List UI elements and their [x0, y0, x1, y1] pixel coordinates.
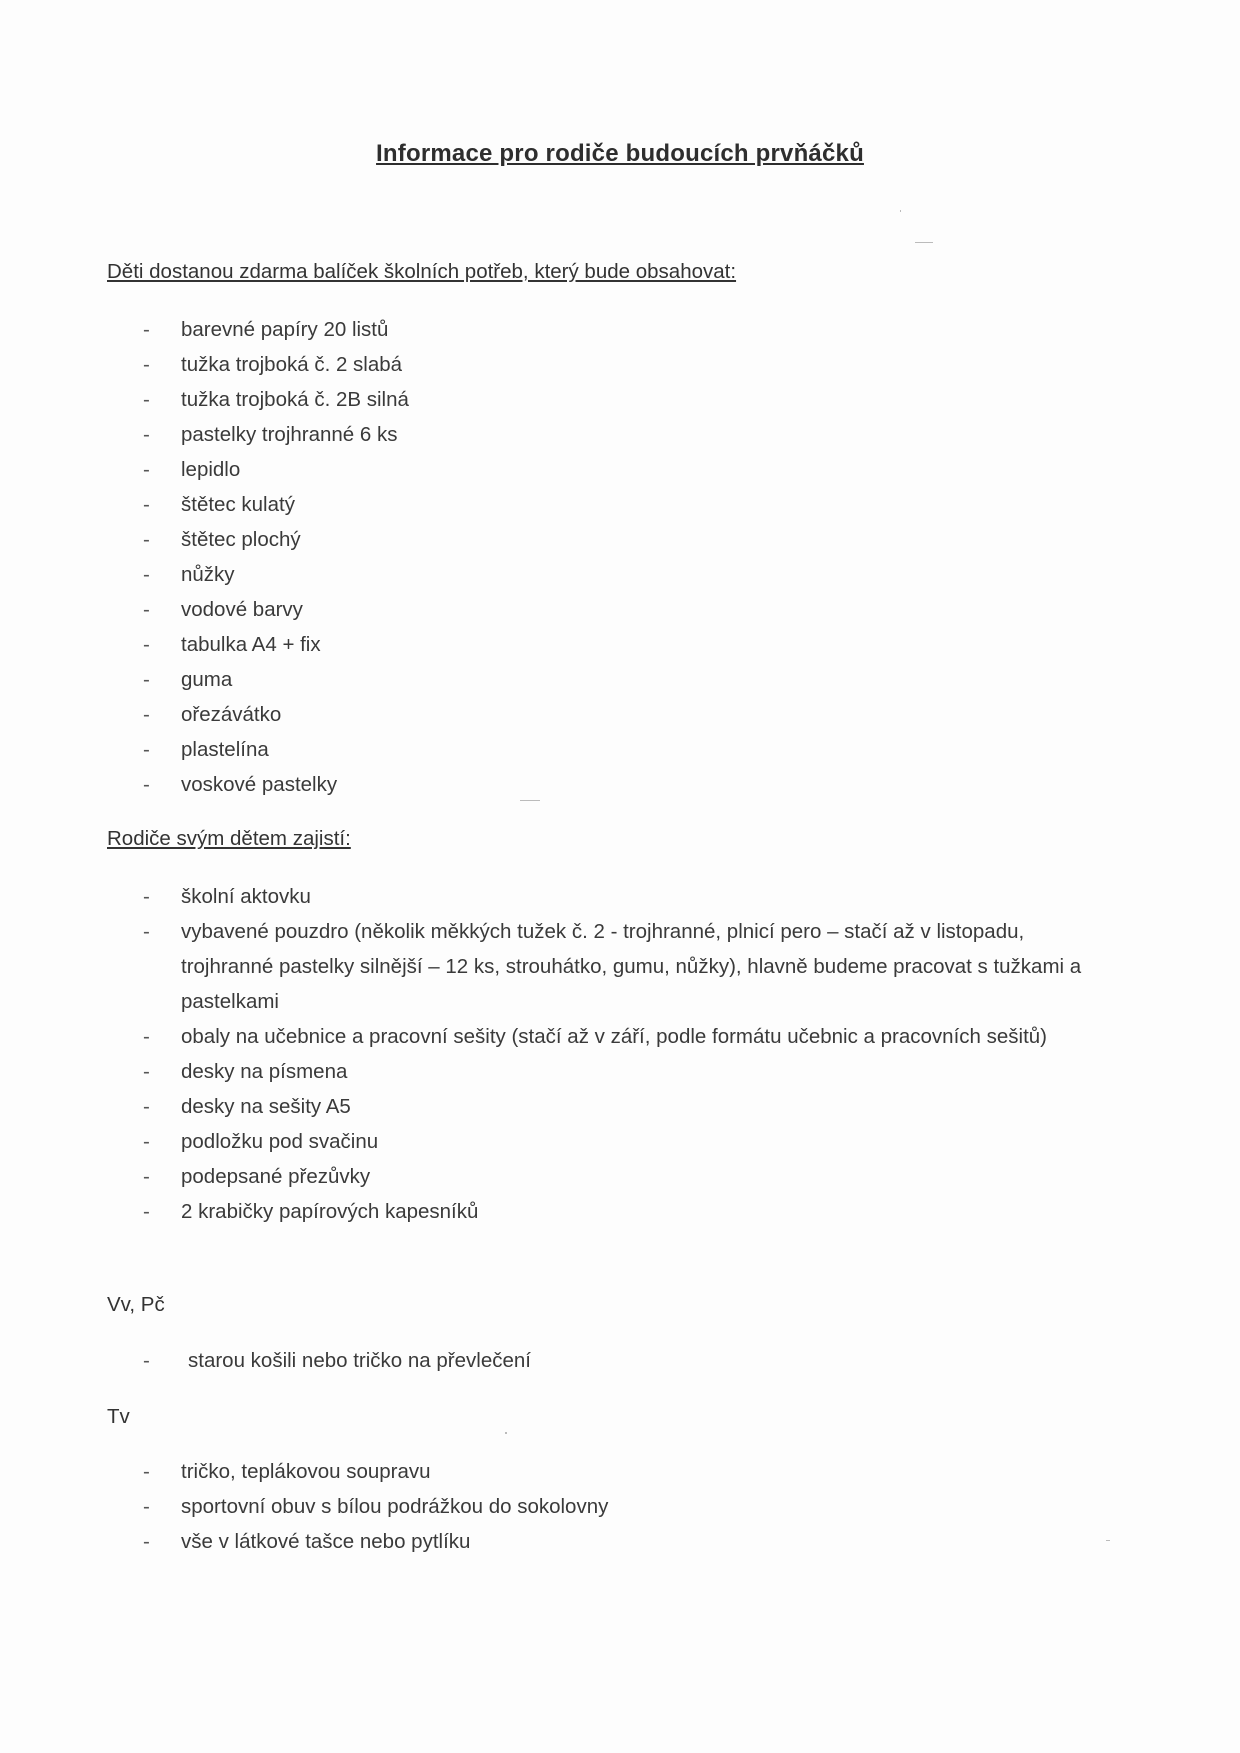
- free-package-list: [0, 312, 1240, 802]
- list-dash: -: [143, 885, 150, 908]
- list-item: - štětec kulatý: [0, 487, 1240, 522]
- art-class-list: [0, 1343, 1240, 1378]
- list-dash: -: [143, 1095, 150, 1118]
- list-dash: -: [143, 1200, 150, 1223]
- list-item: - školní aktovku: [0, 879, 1240, 914]
- list-dash: -: [143, 528, 150, 551]
- list-item: - guma: [0, 662, 1240, 697]
- list-item: - tabulka A4 + fix: [0, 627, 1240, 662]
- page-title: Informace pro rodiče budoucích prvňáčků: [376, 140, 864, 167]
- list-dash: -: [143, 703, 150, 726]
- list-item: - plastelína: [0, 732, 1240, 767]
- list-item: - vodové barvy: [0, 592, 1240, 627]
- list-dash: -: [143, 1530, 150, 1553]
- scan-speck: [520, 800, 540, 801]
- parents-provide-list: [0, 879, 1240, 1229]
- list-dash: -: [143, 388, 150, 411]
- list-item: - lepidlo: [0, 452, 1240, 487]
- list-dash: -: [143, 353, 150, 376]
- list-dash: -: [143, 598, 150, 621]
- list-dash: -: [143, 1349, 150, 1372]
- scan-speck: [1106, 1540, 1110, 1541]
- list-item: - tužka trojboká č. 2 slabá: [0, 347, 1240, 382]
- list-item: - barevné papíry 20 listů: [0, 312, 1240, 347]
- list-item: - tužka trojboká č. 2B silná: [0, 382, 1240, 417]
- list-dash: -: [143, 668, 150, 691]
- list-item: - nůžky: [0, 557, 1240, 592]
- scan-speck: [900, 210, 901, 212]
- list-dash: -: [143, 458, 150, 481]
- list-dash: -: [143, 1165, 150, 1188]
- list-item: - pastelky trojhranné 6 ks: [0, 417, 1240, 452]
- list-item: - desky na písmena: [0, 1054, 1240, 1089]
- list-dash: -: [143, 773, 150, 796]
- list-item: - desky na sešity A5: [0, 1089, 1240, 1124]
- section-heading-free-package: Děti dostanou zdarma balíček školních potřeb, který bude obsahovat:: [107, 260, 737, 283]
- list-dash: -: [143, 318, 150, 341]
- list-dash: -: [143, 1060, 150, 1083]
- list-dash: -: [143, 493, 150, 516]
- list-dash: -: [143, 1460, 150, 1483]
- list-item: - obaly na učebnice a pracovní sešity (stačí až v září, podle formátu učebnic a pracovních sešitů): [0, 1019, 1240, 1054]
- list-dash: -: [143, 633, 150, 656]
- list-item: - vše v látkové tašce nebo pytlíku: [0, 1524, 1240, 1559]
- list-item: - 2 krabičky papírových kapesníků: [0, 1194, 1240, 1229]
- list-item: - podepsané přezůvky: [0, 1159, 1240, 1194]
- section-heading-art-class: Vv, Pč: [107, 1293, 165, 1316]
- list-dash: -: [143, 1495, 150, 1518]
- scan-speck: [505, 1432, 507, 1434]
- list-item: - vybavené pouzdro (několik měkkých tužek č. 2 - trojhranné, plnicí pero – stačí až v listopadu, trojhranné pastelky silnější – 12 ks, strouhátko, gumu, nůžky), hlavně budeme pracovat s tužkami a pastelkami: [0, 914, 1240, 1019]
- list-dash: -: [143, 1025, 150, 1048]
- list-item: - starou košili nebo tričko na převlečení: [0, 1343, 1240, 1378]
- list-item: - ořezávátko: [0, 697, 1240, 732]
- list-dash: -: [143, 563, 150, 586]
- list-dash: -: [143, 920, 150, 943]
- scan-speck: [915, 242, 933, 243]
- pe-class-list: [0, 1454, 1240, 1559]
- list-item: - sportovní obuv s bílou podrážkou do sokolovny: [0, 1489, 1240, 1524]
- section-heading-parents-provide: Rodiče svým dětem zajistí:: [107, 827, 351, 850]
- section-heading-pe-class: Tv: [107, 1405, 130, 1428]
- list-dash: -: [143, 738, 150, 761]
- list-item: - podložku pod svačinu: [0, 1124, 1240, 1159]
- list-item: - tričko, teplákovou soupravu: [0, 1454, 1240, 1489]
- list-item: - voskové pastelky: [0, 767, 1240, 802]
- list-dash: -: [143, 1130, 150, 1153]
- list-dash: -: [143, 423, 150, 446]
- list-item: - štětec plochý: [0, 522, 1240, 557]
